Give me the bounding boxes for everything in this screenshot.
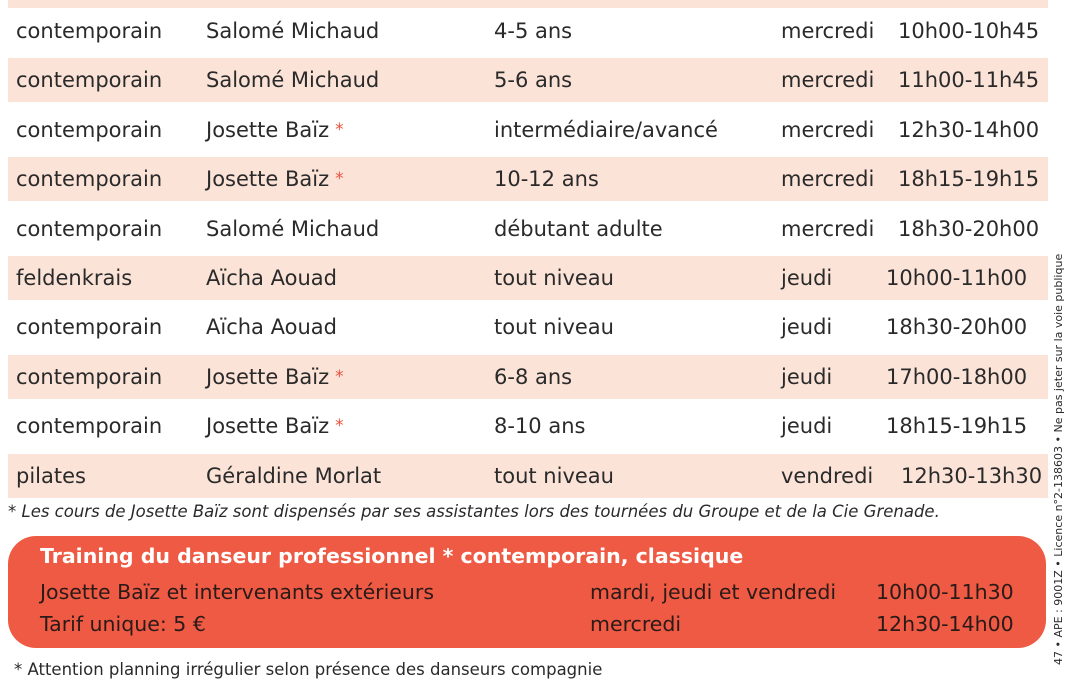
assistant-star-marker: * (335, 366, 344, 387)
teacher-cell (206, 19, 379, 43)
course-level: 6-8 ans (494, 364, 573, 389)
training-banner (8, 536, 1046, 648)
course-day: jeudi (781, 315, 833, 340)
course-style: contemporain (16, 216, 163, 241)
course-day: mercredi (781, 167, 875, 192)
assistant-star-marker: * (335, 416, 344, 437)
josette-baiz-note: * Les cours de Josette Baïz sont dispensés par ses assistantes lors des tournées du Groupe et de la Cie Grenade. (8, 502, 940, 521)
course-style: contemporain (16, 315, 163, 340)
course-teacher: Josette Baïz (206, 414, 330, 439)
teacher-cell (206, 315, 337, 339)
course-level: tout niveau (494, 266, 614, 290)
table-row (8, 454, 1048, 498)
training-days: mardi, jeudi et vendredi (590, 580, 837, 604)
course-teacher: Josette Baïz (206, 167, 330, 192)
training-teachers: Josette Baïz et intervenants extérieurs (40, 580, 435, 604)
table-row (8, 305, 1048, 349)
course-time: 11h00-11h45 (898, 68, 1040, 93)
course-level: 5-6 ans (494, 68, 573, 93)
course-level: débutant adulte (494, 216, 663, 241)
course-teacher: Aïcha Aouad (206, 315, 337, 340)
course-teacher: Josette Baïz (206, 117, 330, 142)
course-style: contemporain (16, 68, 163, 93)
course-day: jeudi (781, 414, 833, 439)
course-teacher: Aïcha Aouad (206, 266, 337, 290)
course-time: 18h30-20h00 (898, 216, 1040, 241)
training-day-2: mercredi (590, 612, 682, 636)
course-level: intermédiaire/avancé (494, 117, 718, 142)
planning-footnote: * Attention planning irrégulier selon présence des danseurs compagnie (14, 660, 603, 679)
course-level: tout niveau (494, 463, 614, 488)
training-price: Tarif unique: 5 € (40, 612, 206, 636)
course-time: 12h30-13h30 (901, 463, 1043, 488)
course-time: 10h00-10h45 (898, 19, 1040, 43)
course-level: tout niveau (494, 315, 614, 340)
table-row (8, 404, 1048, 448)
course-time: 18h30-20h00 (886, 315, 1028, 340)
table-row (8, 256, 1048, 300)
course-day: mercredi (781, 68, 875, 93)
course-style: feldenkrais (16, 266, 133, 290)
course-day: vendredi (781, 463, 874, 488)
course-day: mercredi (781, 19, 875, 43)
course-style: contemporain (16, 364, 163, 389)
table-row (8, 207, 1048, 251)
course-time: 12h30-14h00 (898, 117, 1040, 142)
training-time: 10h00-11h30 (876, 580, 1014, 604)
course-teacher: Géraldine Morlat (206, 463, 382, 488)
course-time: 18h15-19h15 (898, 167, 1040, 192)
course-level: 10-12 ans (494, 167, 599, 192)
course-teacher: Josette Baïz (206, 364, 330, 389)
course-teacher: Salomé Michaud (206, 68, 380, 93)
course-day: mercredi (781, 117, 875, 142)
teacher-cell (206, 167, 344, 191)
course-time: 18h15-19h15 (886, 414, 1028, 439)
course-time: 10h00-11h00 (886, 266, 1028, 290)
table-row (8, 58, 1048, 102)
course-day: jeudi (781, 364, 833, 389)
training-title: Training du danseur professionnel * contemporain, classique (40, 544, 744, 568)
legal-side-text: 47 • APE : 9001Z • Licence n°2-138603 • Ne pas jeter sur la voie publique (1052, 253, 1065, 665)
course-level: 8-10 ans (494, 414, 586, 439)
course-level: 4-5 ans (494, 19, 573, 43)
teacher-cell (206, 365, 344, 389)
course-teacher: Salomé Michaud (206, 19, 380, 43)
table-row (8, 157, 1048, 201)
teacher-cell (206, 414, 344, 438)
training-time-2: 12h30-14h00 (876, 612, 1014, 636)
course-day: mercredi (781, 216, 875, 241)
top-shaded-strip (8, 0, 1048, 8)
teacher-cell (206, 266, 337, 290)
course-style: contemporain (16, 167, 163, 192)
teacher-cell (206, 68, 379, 92)
course-style: pilates (16, 463, 86, 488)
table-row (8, 355, 1048, 399)
teacher-cell (206, 217, 379, 241)
course-teacher: Salomé Michaud (206, 216, 380, 241)
teacher-cell (206, 118, 344, 142)
teacher-cell (206, 464, 381, 488)
course-time: 17h00-18h00 (886, 364, 1028, 389)
table-row (8, 9, 1048, 53)
table-row (8, 108, 1048, 152)
assistant-star-marker: * (335, 119, 344, 140)
course-style: contemporain (16, 414, 163, 439)
assistant-star-marker: * (335, 169, 344, 190)
course-day: jeudi (781, 266, 833, 290)
course-style: contemporain (16, 19, 163, 43)
course-style: contemporain (16, 117, 163, 142)
